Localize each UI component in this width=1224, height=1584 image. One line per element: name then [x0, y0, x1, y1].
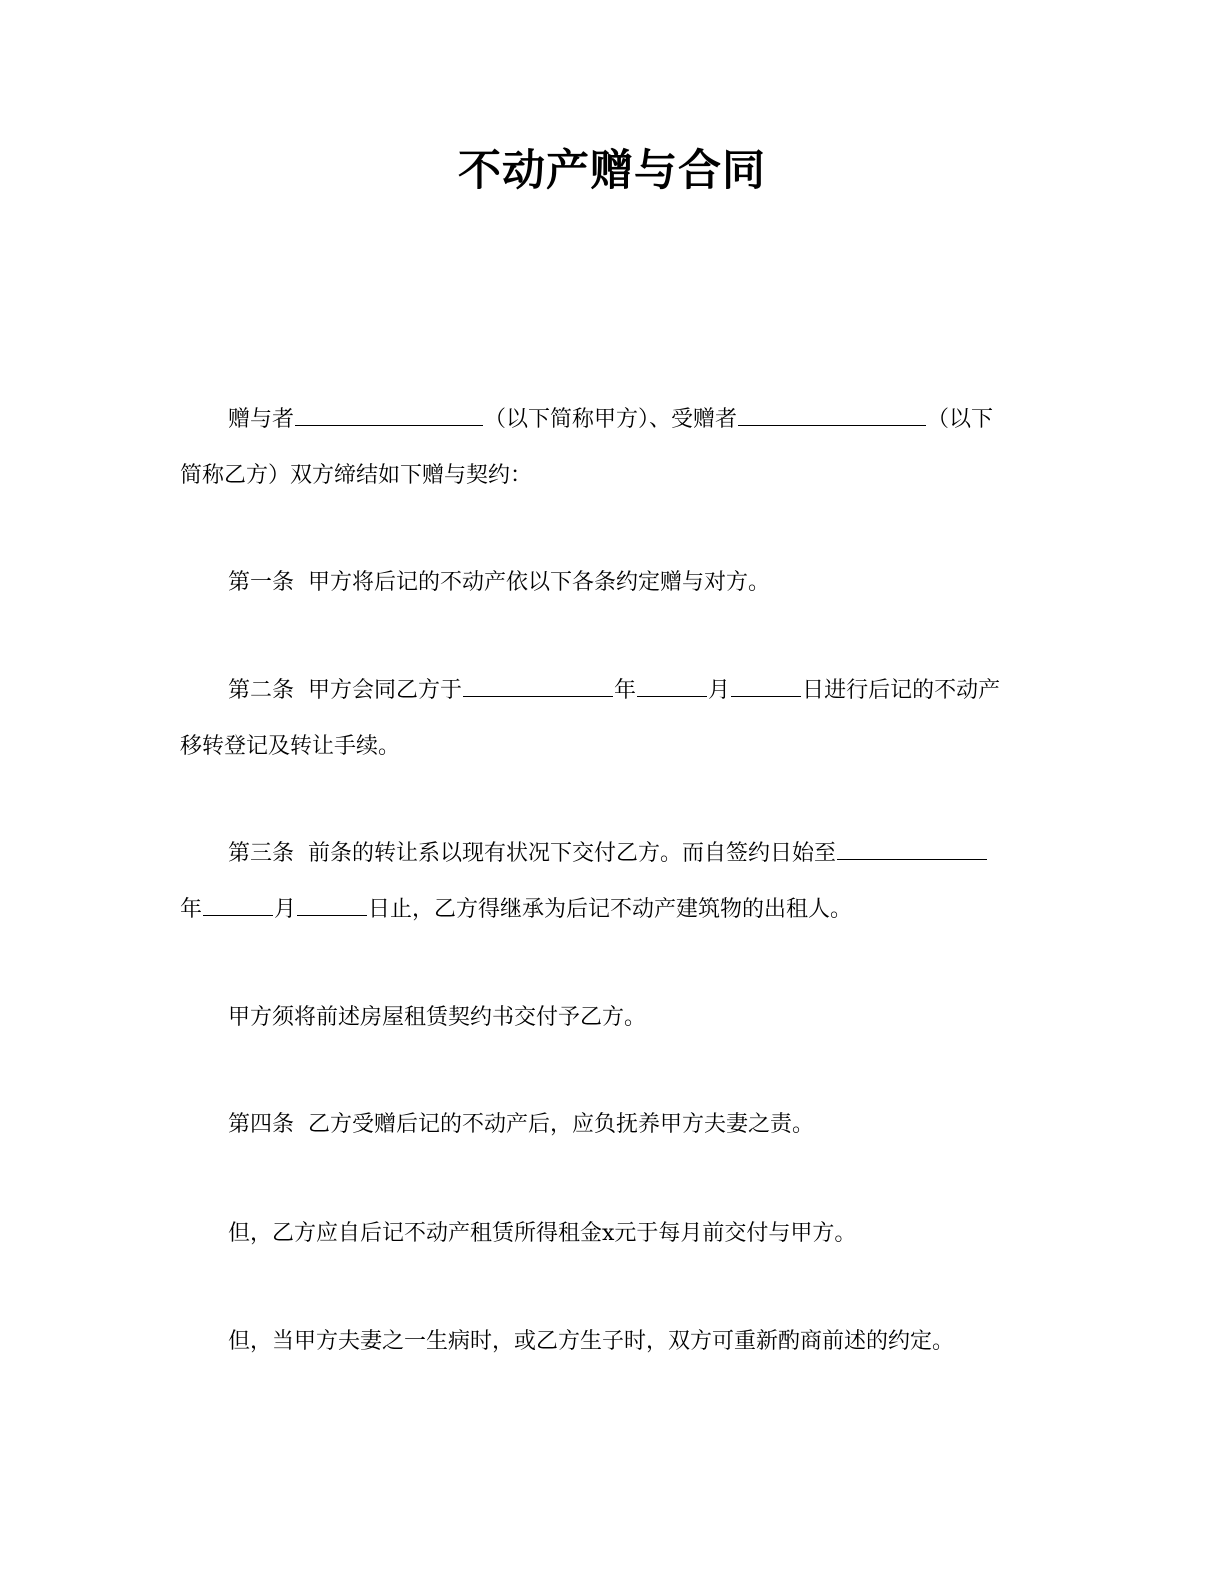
article-2-line-1 — [180, 663, 1040, 719]
article-3-text-b: 日止，乙方得继承为后记不动产建筑物的出租人。 — [368, 897, 853, 922]
article-4-paragraph-3 — [180, 1314, 1040, 1370]
article-4-p3-text: 但，当甲方夫妻之一生病时，或乙方生子时，双方可重新酌商前述的约定。 — [228, 1329, 955, 1354]
year-blank — [463, 678, 613, 697]
preamble-text-a: （以下简称甲方）、受赠者 — [484, 407, 738, 432]
article-2-text-c: 移转登记及转让手续。 — [180, 734, 401, 759]
article-4-paragraph-2 — [180, 1206, 1040, 1262]
month-blank — [203, 897, 273, 916]
article-3-extra-text: 甲方须将前述房屋租赁契约书交付予乙方。 — [228, 1005, 647, 1030]
article-4-label: 第四条 — [228, 1112, 295, 1137]
article-4 — [180, 1097, 1040, 1153]
article-3-year: 年 — [180, 897, 203, 922]
article-2-text-a: 甲方会同乙方于 — [308, 678, 463, 703]
article-3-month: 月 — [274, 897, 297, 922]
day-blank — [297, 897, 367, 916]
preamble-text-c: 简称乙方）双方缔结如下赠与契约： — [180, 463, 533, 488]
preamble-line-1 — [180, 392, 1040, 448]
day-blank — [731, 678, 801, 697]
month-blank — [637, 678, 707, 697]
document-title: 不动产赠与合同 — [458, 146, 766, 196]
donee-name-blank — [738, 407, 926, 426]
article-4-text: 乙方受赠后记的不动产后，应负抚养甲方夫妻之责。 — [308, 1112, 815, 1137]
article-3-label: 第三条 — [228, 841, 295, 866]
preamble-line-2 — [180, 448, 1040, 504]
article-1-text: 甲方将后记的不动产依以下各条约定赠与对方。 — [308, 570, 771, 595]
article-3-paragraph-2 — [180, 990, 1040, 1046]
year-blank — [837, 841, 987, 860]
donor-label: 赠与者 — [228, 407, 295, 432]
article-2-text-b: 日进行后记的不动产 — [802, 678, 1001, 703]
article-2-year: 年 — [614, 678, 637, 703]
article-2-label: 第二条 — [228, 678, 295, 703]
article-2-line-2 — [180, 719, 1040, 775]
article-3-text-a: 前条的转让系以现有状况下交付乙方。而自签约日始至 — [308, 841, 837, 866]
article-1 — [180, 555, 1040, 611]
article-1-label: 第一条 — [228, 570, 295, 595]
article-3-line-2 — [180, 882, 1040, 938]
article-3-line-1 — [180, 826, 1040, 882]
article-2-month: 月 — [708, 678, 731, 703]
donor-name-blank — [295, 407, 483, 426]
article-4-p2-text: 但，乙方应自后记不动产租赁所得租金x元于每月前交付与甲方。 — [228, 1221, 857, 1246]
preamble-text-b: （以下 — [927, 407, 994, 432]
